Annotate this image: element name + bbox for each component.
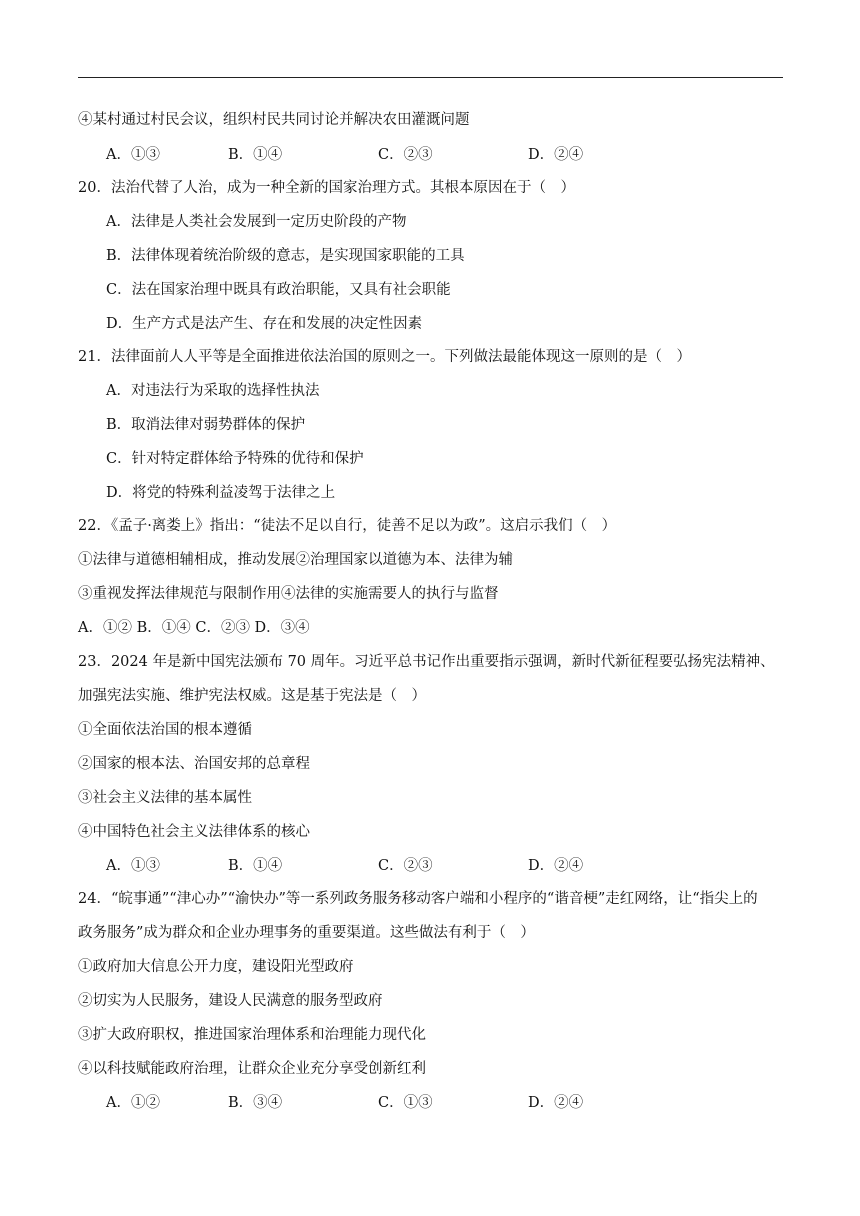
q21-option-c: C．针对特定群体给予特殊的优待和保护	[106, 451, 364, 467]
q24-stem-line-2: 政务服务”成为群众和企业办理事务的重要渠道。这些做法有利于（ ）	[78, 925, 535, 941]
q20-option-c: C．法在国家治理中既具有政治职能，又具有社会职能	[106, 282, 451, 298]
header-rule	[78, 77, 783, 78]
q19-item-4: ④某村通过村民会议，组织村民共同讨论并解决农田灌溉问题	[78, 112, 470, 128]
q23-option-b: B．①④	[228, 858, 283, 874]
q20-option-a: A．法律是人类社会发展到一定历史阶段的产物	[106, 214, 407, 230]
q22-stem: 22．《孟子·离娄上》指出：“徒法不足以自行，徒善不足以为政”。这启示我们（ ）	[78, 518, 617, 534]
q20-option-d: D．生产方式是法产生、存在和发展的决定性因素	[106, 316, 423, 332]
q22-items-line-1: ①法律与道德相辅相成，推动发展②治理国家以道德为本、法律为辅	[78, 552, 513, 568]
q24-option-c: C．①③	[378, 1095, 433, 1111]
q24-option-b: B．③④	[228, 1095, 283, 1111]
q21-option-a: A．对违法行为采取的选择性执法	[106, 383, 320, 399]
q24-item-4: ④以科技赋能政府治理，让群众企业充分享受创新红利	[78, 1061, 426, 1077]
q23-item-2: ②国家的根本法、治国安邦的总章程	[78, 756, 310, 772]
q20-stem: 20．法治代替了人治，成为一种全新的国家治理方式。其根本原因在于（ ）	[78, 180, 575, 196]
q23-option-a: A．①③	[106, 858, 160, 874]
q23-option-d: D．②④	[528, 858, 584, 874]
q22-options: A．①② B．①④ C．②③ D．③④	[78, 620, 310, 636]
q19-option-b: B．①④	[228, 147, 283, 163]
q24-item-1: ①政府加大信息公开力度，建设阳光型政府	[78, 959, 354, 975]
q19-option-d: D．②④	[528, 147, 584, 163]
q23-option-c: C．②③	[378, 858, 433, 874]
q23-stem-line-2: 加强宪法实施、维护宪法权威。这是基于宪法是（ ）	[78, 688, 426, 704]
q19-option-c: C．②③	[378, 147, 433, 163]
q21-option-b: B．取消法律对弱势群体的保护	[106, 417, 306, 433]
q21-option-d: D．将党的特殊利益凌驾于法律之上	[106, 485, 336, 501]
q24-option-d: D．②④	[528, 1095, 584, 1111]
q19-option-a: A．①③	[106, 147, 160, 163]
q24-option-a: A．①②	[106, 1095, 160, 1111]
q21-stem: 21．法律面前人人平等是全面推进依法治国的原则之一。下列做法最能体现这一原则的是（ ）	[78, 349, 691, 365]
q23-stem-line-1: 23．2024 年是新中国宪法颁布 70 周年。习近平总书记作出重要指示强调，新时代新征程要弘扬宪法精神、	[78, 654, 775, 670]
q23-item-1: ①全面依法治国的根本遵循	[78, 722, 252, 738]
q23-item-4: ④中国特色社会主义法律体系的核心	[78, 824, 310, 840]
q24-stem-line-1: 24．“皖事通”“津心办”“渝快办”等一系列政务服务移动客户端和小程序的“谐音梗”走红网络，让“指尖上的	[78, 891, 758, 907]
q24-item-3: ③扩大政府职权，推进国家治理体系和治理能力现代化	[78, 1027, 426, 1043]
q24-item-2: ②切实为人民服务，建设人民满意的服务型政府	[78, 993, 383, 1009]
q22-items-line-2: ③重视发挥法律规范与限制作用④法律的实施需要人的执行与监督	[78, 586, 499, 602]
q20-option-b: B．法律体现着统治阶级的意志，是实现国家职能的工具	[106, 248, 465, 264]
q23-item-3: ③社会主义法律的基本属性	[78, 790, 252, 806]
